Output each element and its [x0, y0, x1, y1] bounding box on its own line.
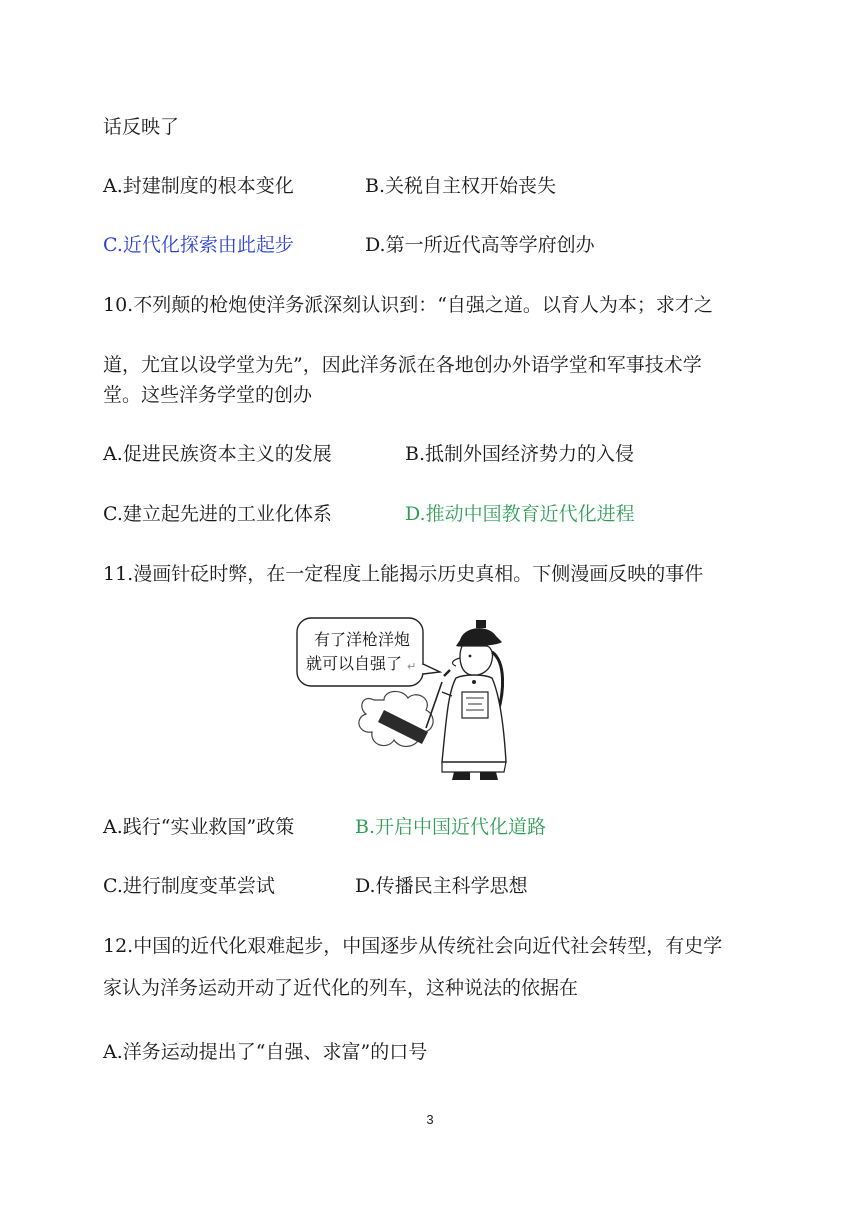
- q12-stem-line2: 家认为洋务运动开动了近代化的列车，这种说法的依据在: [103, 977, 579, 999]
- q9-option-a: A.封建制度的根本变化: [103, 175, 294, 197]
- q10-option-a: A.促进民族资本主义的发展: [103, 443, 332, 465]
- q10-stem-line3: 堂。这些洋务学堂的创办: [103, 384, 313, 406]
- q11-stem: 11.漫画针砭时弊，在一定程度上能揭示历史真相。下侧漫画反映的事件: [103, 563, 704, 585]
- q9-option-c: C.近代化探索由此起步: [103, 234, 294, 256]
- return-mark: ↵: [407, 660, 417, 673]
- q9-option-d: D.第一所近代高等学府创办: [365, 234, 595, 256]
- q9-stem-tail: 话反映了: [103, 116, 180, 138]
- cartoon-image: [292, 612, 532, 784]
- q12-stem-line1: 12.中国的近代化艰难起步，中国逐步从传统社会向近代社会转型，有史学: [103, 935, 723, 957]
- q11-option-c: C.进行制度变革尝试: [103, 875, 275, 897]
- q12-option-a: A.洋务运动提出了“自强、求富”的口号: [103, 1041, 428, 1063]
- q10-option-c: C.建立起先进的工业化体系: [103, 503, 332, 525]
- speech-bubble: [297, 618, 423, 686]
- q11-option-b: B.开启中国近代化道路: [355, 816, 547, 838]
- q10-stem-line1: 10.不列颠的枪炮使洋务派深刻认识到：“自强之道。以育人为本；求才之: [103, 294, 713, 316]
- bubble-line-2: 就可以自强了: [306, 654, 403, 673]
- q10-option-b: B.抵制外国经济势力的入侵: [405, 443, 635, 465]
- qing-official-figure: [442, 620, 506, 780]
- bubble-line-1: 有了洋枪洋炮: [314, 630, 411, 649]
- q11-option-a: A.践行“实业救国”政策: [103, 816, 295, 838]
- page-number: 3: [426, 1112, 434, 1127]
- q9-option-b: B.关税自主权开始丧失: [365, 175, 557, 197]
- q11-option-d: D.传播民主科学思想: [355, 875, 528, 897]
- q10-option-d: D.推动中国教育近代化进程: [405, 503, 635, 525]
- q10-stem-line2: 道，尤宜以设学堂为先”，因此洋务派在各地创办外语学堂和军事技术学: [103, 354, 702, 376]
